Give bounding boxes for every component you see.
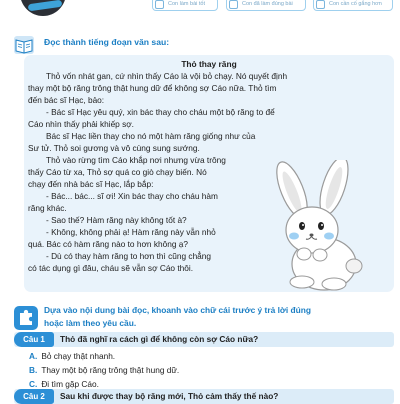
option-text: Bỏ chạy thật nhanh.: [41, 351, 116, 361]
checkbox-icon[interactable]: [155, 0, 164, 9]
story-line: có tác dụng gì đâu, cháu sẽ vẫn sợ Cáo thôi.: [28, 263, 194, 273]
story-line: - Bác... bác... sĩ ơi! Xin bác thay cho cháu hàm: [46, 191, 218, 201]
rabbit-illustration: [262, 160, 374, 292]
option-letter: C.: [29, 379, 38, 389]
option-letter: B.: [29, 365, 38, 375]
section-title-reading: Đọc thành tiếng đoạn văn sau:: [44, 37, 170, 47]
questions-instruction-line2: hoặc làm theo yêu cầu.: [44, 318, 137, 328]
story-line: - Không, không phải ạ! Hàm răng này vẫn nhỏ: [46, 227, 216, 237]
mascot-head-icon: [20, 0, 66, 16]
self-assess-label: Con làm bài tốt: [168, 1, 205, 7]
story-line: - Dù có thay hàm răng to hơn thì cũng chẳng: [46, 251, 212, 261]
story-line: Thỏ vốn nhát gan, cứ nhìn thấy Cáo là vội bỏ chạy. Nó quyết định: [46, 71, 288, 81]
question-2-text: Sau khi được thay bộ răng mới, Thỏ cảm thấy thế nào?: [60, 391, 279, 401]
question-1-bar: [14, 332, 394, 347]
self-assess-good[interactable]: [152, 0, 218, 11]
self-assess-label: Con cần cố gắng hơn: [329, 1, 382, 7]
story-line: Sư tử. Thỏ soi gương và vô cùng sung sướng.: [28, 143, 200, 153]
option-text: Đi tìm gặp Cáo.: [41, 379, 99, 389]
story-line: Cáo nhìn thấy phải khiếp sợ.: [28, 119, 134, 129]
self-assess-label: Con đã làm đúng bài: [242, 1, 293, 7]
option-text: Thay một bộ răng trông thật hung dữ.: [41, 365, 180, 375]
question-2-badge: Câu 2: [14, 389, 54, 404]
story-line: - Sao thế? Hàm răng này không tốt à?: [46, 215, 187, 225]
self-assess-try-harder[interactable]: [313, 0, 393, 11]
story-title: Thỏ thay răng: [181, 59, 237, 69]
answer-option-a[interactable]: [29, 351, 115, 361]
story-line: thấy Cáo từ xa, Thỏ sợ quá co giò chạy biến. Nó: [28, 167, 207, 177]
question-1-badge: Câu 1: [14, 332, 54, 347]
checkbox-icon[interactable]: [229, 0, 238, 9]
self-assess-correct[interactable]: [226, 0, 306, 11]
story-line: - Bác sĩ Hạc yêu quý, xin bác thay cho cháu một bộ răng to để: [46, 107, 275, 117]
reading-book-icon: [12, 33, 36, 57]
story-line: chạy đến nhà bác sĩ Hạc, lắp bắp:: [28, 179, 154, 189]
top-strip: [0, 0, 400, 22]
answer-option-c[interactable]: [29, 379, 99, 389]
questions-instruction-line1: Dựa vào nội dung bài đọc, khoanh vào chữ cái trước ý trả lời đúng: [44, 305, 311, 315]
puzzle-piece-icon: [12, 304, 40, 332]
question-1-text: Thỏ đã nghĩ ra cách gì để không còn sợ Cáo nữa?: [60, 334, 259, 344]
answer-option-b[interactable]: [29, 365, 179, 375]
story-line: quá. Bác có hàm răng nào to hơn không ạ?: [28, 239, 188, 249]
story-line: thay một bộ răng trông thật hung dữ để không sợ Cáo nữa. Thỏ tìm: [28, 83, 277, 93]
story-line: Bác sĩ Hạc liền thay cho nó một hàm răng giống như của: [46, 131, 256, 141]
checkbox-icon[interactable]: [316, 0, 325, 9]
story-line: đến bác sĩ Hạc, bảo:: [28, 95, 105, 105]
option-letter: A.: [29, 351, 38, 361]
story-line: răng khác.: [28, 203, 67, 213]
story-line: Thỏ vào rừng tìm Cáo khắp nơi nhưng vừa trông: [46, 155, 226, 165]
question-2-bar: [14, 389, 394, 404]
